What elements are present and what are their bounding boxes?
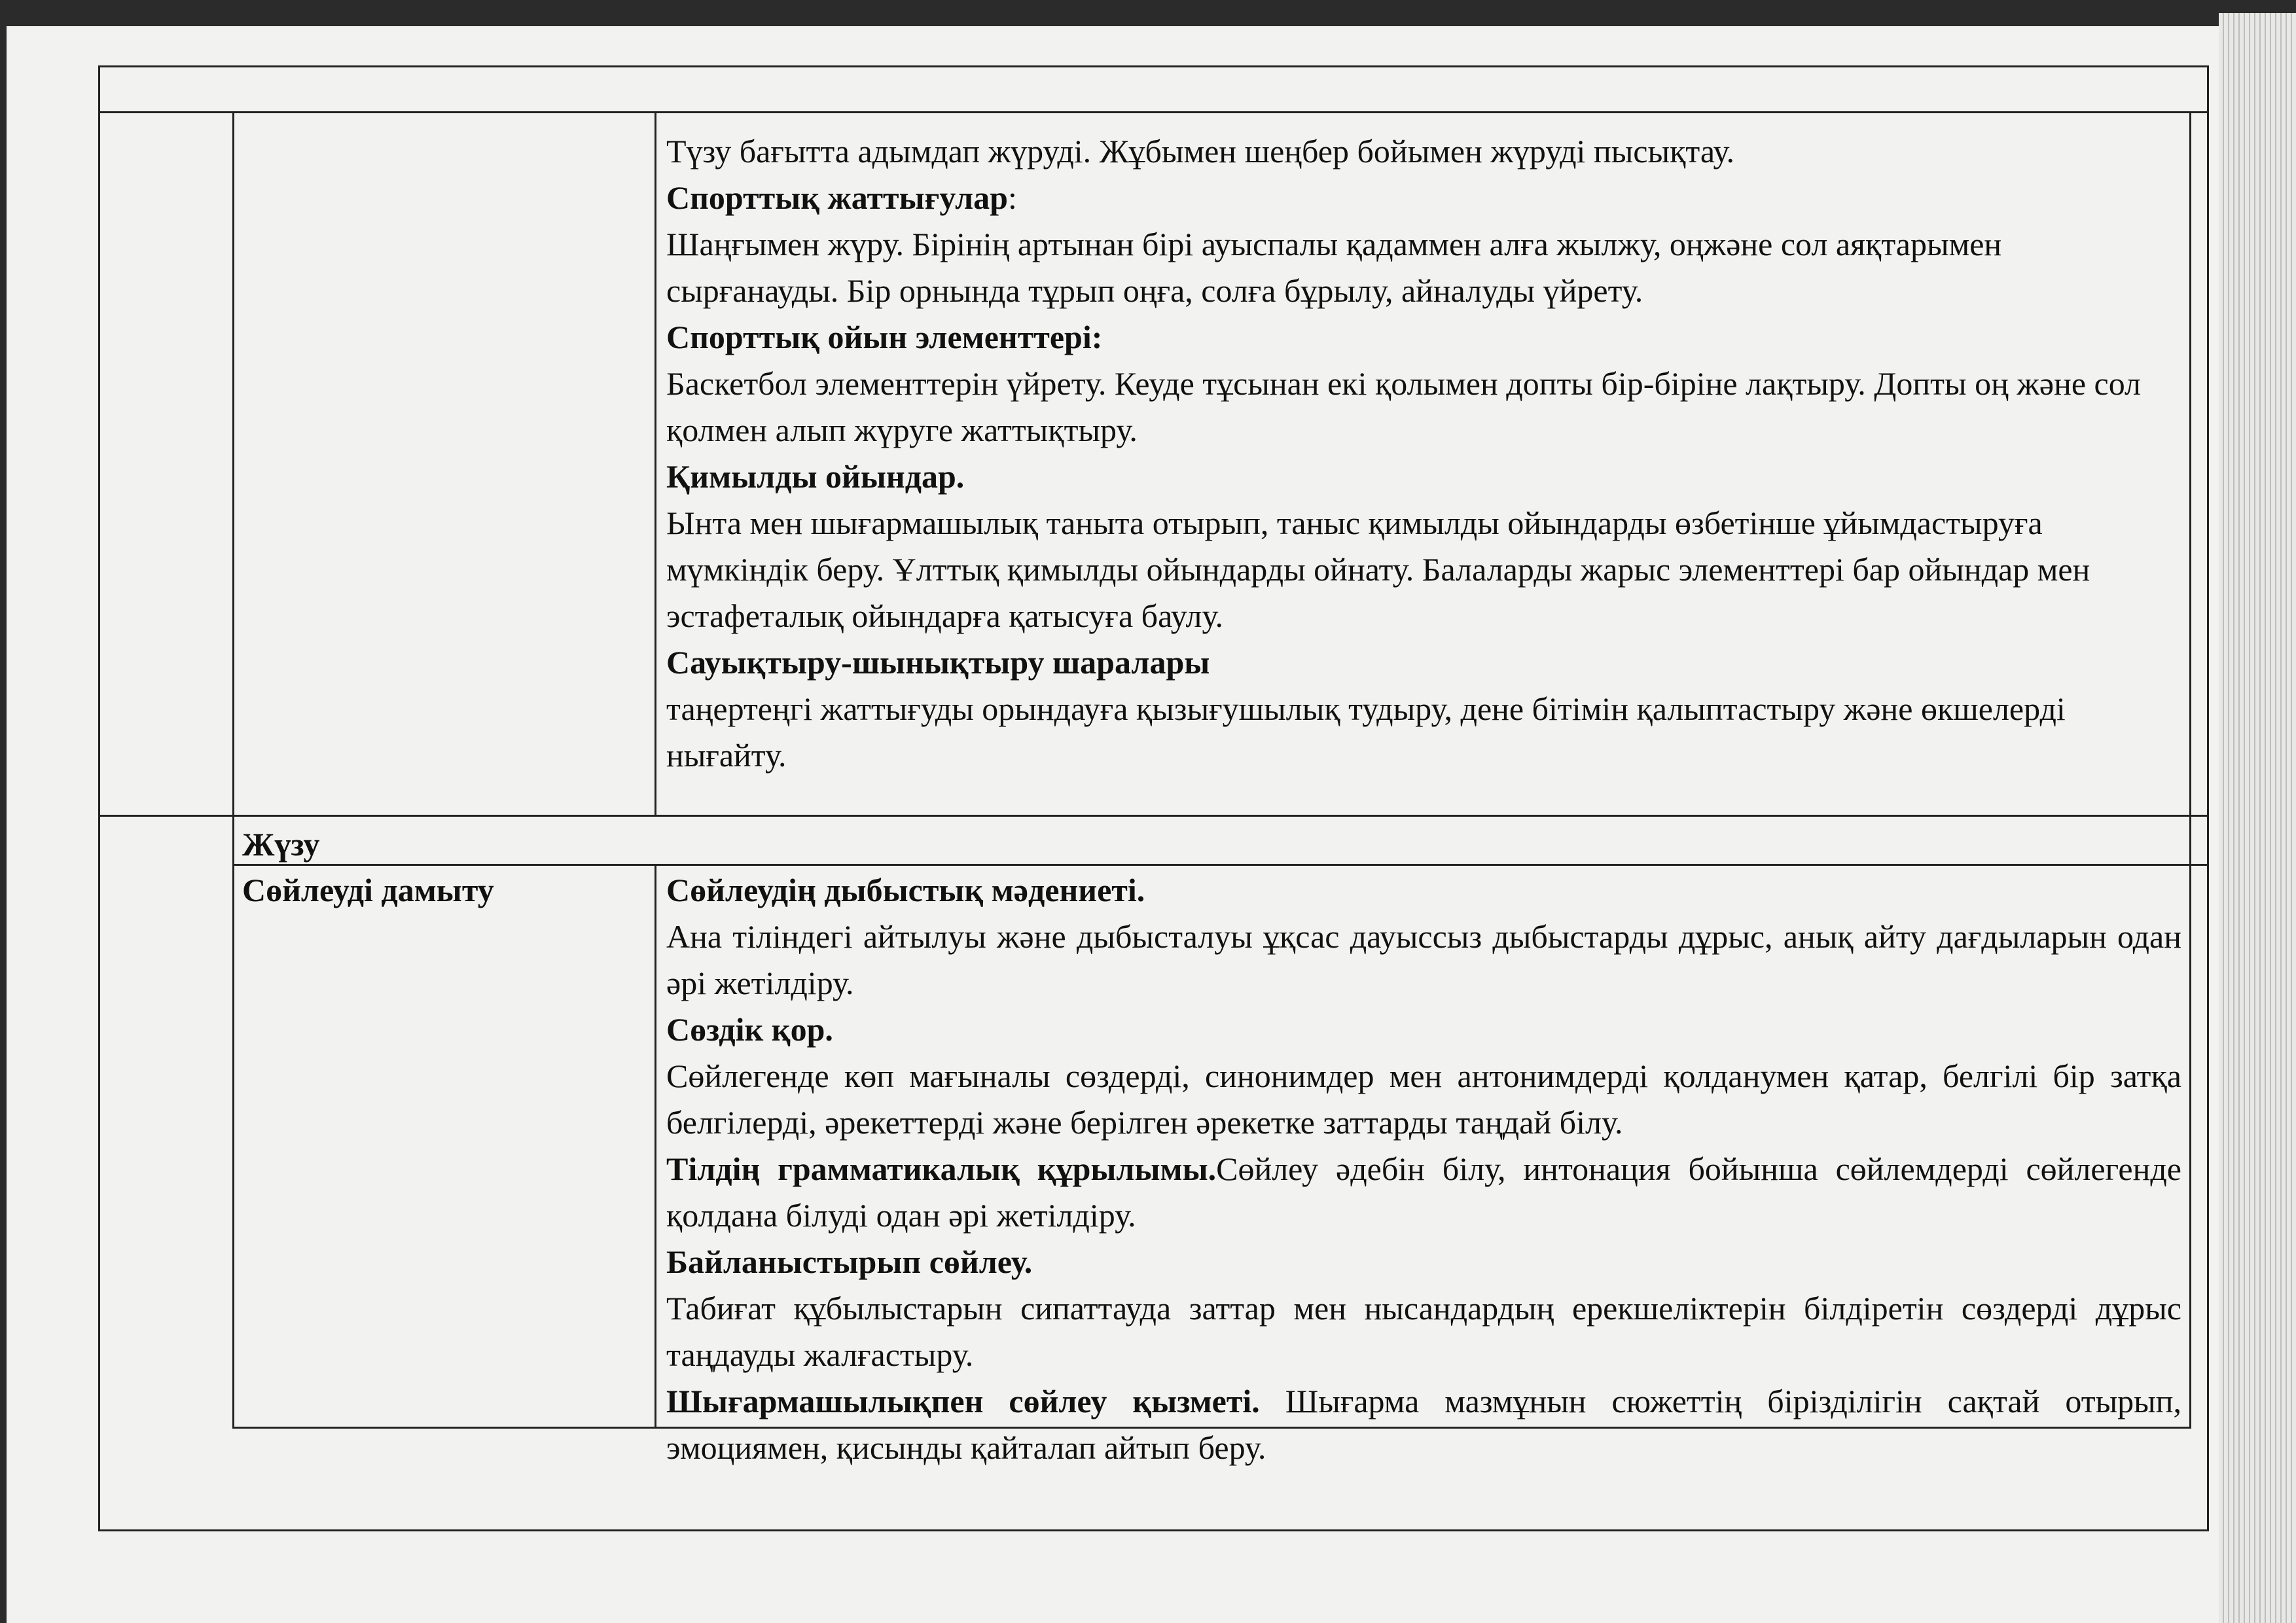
swimming-label: Жүзу	[242, 826, 320, 863]
section-heading	[666, 175, 2181, 221]
section-heading: Сауықтыру-шынықтыру шаралары	[666, 644, 1210, 681]
heading-suffix: :	[1007, 179, 1017, 216]
heading-text: Спорттық жаттығулар	[666, 179, 1008, 216]
table-column-divider	[655, 864, 656, 1427]
section-heading: Спорттық ойын элементтері:	[666, 319, 1103, 355]
page-stack-edges	[2219, 13, 2296, 1623]
heading-text: Шығармашылықпен сөйлеу қызметі.	[666, 1383, 1260, 1419]
table-left-border	[232, 111, 234, 1427]
speech-label: Сөйлеуді дамыту	[242, 872, 494, 908]
table-row-divider	[98, 815, 2209, 817]
table-right-border	[2189, 111, 2191, 1427]
section-text: Ана тіліндегі айтылуы және дыбысталуы ұқсас дауыссыз дыбыстарды дұрыс, анық айту дағдыларын одан әрі жетілдіру.	[666, 918, 2181, 1001]
section-text: Табиғат құбылыстарын сипаттауда заттар мен нысандардың ерекшеліктерін білдіретін сөздерді дұрыс таңдауды жалғастыру.	[666, 1290, 2181, 1373]
section-heading: Қимылды ойындар.	[666, 458, 965, 495]
intro-text: Түзу бағытта адымдап жүруді. Жұбымен шеңбер бойымен жүруді пысықтау.	[666, 133, 1734, 169]
table-column-divider	[655, 111, 656, 815]
section-paragraph	[666, 1146, 2181, 1239]
section-heading: Байланыстырып сөйлеу.	[666, 1243, 1033, 1280]
table-row-divider	[232, 864, 2209, 866]
section-text: Ынта мен шығармашылық таныта отырып, таныс қимылды ойындарды өзбетінше ұйымдастыруға мүмкіндік беру. Ұлттық қимылды ойындарды ойнату. Балаларды жарыс элементтері бар ойындар мен эстафеталық ойындарға қатысуға баулу.	[666, 505, 2090, 634]
speech-content-cell	[666, 867, 2181, 1471]
paragraph-text: Сөйлеу әдебін білу, интонация бойынша сөйлемдерді сөйлегенде қолдана білуді одан әрі жетілдіру.	[666, 1150, 2181, 1234]
paragraph-text: Шығарма мазмұнын сюжеттің бірізділігін сақтай отырып, эмоциямен, қисынды қайталап айтып беру.	[666, 1383, 2182, 1466]
section-text: Баскетбол элементтерін үйрету. Кеуде тұсынан екі қолымен допты бір-біріне лақтыру. Допты оң және сол қолмен алып жүруге жаттықтыру.	[666, 365, 2142, 448]
table-top-line	[98, 111, 2209, 113]
section-text: Шаңғымен жүру. Бірінің артынан бірі ауыспалы қадаммен алға жылжу, оңжәне сол аяқтарымен сырғанауды. Бір орнында тұрып оңға, солға бұрылу, айналуды үйрету.	[666, 226, 2002, 309]
heading-text: Тілдің грамматикалық құрылымы.	[666, 1150, 1217, 1187]
section-text: Сөйлегенде көп мағыналы сөздерді, синонимдер мен антонимдерді қолданумен қатар, белгілі бір затқа белгілерді, әрекеттерді және берілген әрекетке заттарды таңдай білу.	[666, 1058, 2181, 1141]
section-paragraph	[666, 1378, 2181, 1471]
section-text: таңертеңгі жаттығуды орындауға қызығушылық тудыру, дене бітімін қалыптастыру және өкшелерді нығайту.	[666, 690, 2066, 774]
section-heading: Сөйлеудің дыбыстық мәдениеті.	[666, 872, 1145, 908]
physical-content-cell	[666, 128, 2181, 779]
section-heading: Сөздік қор.	[666, 1011, 833, 1048]
